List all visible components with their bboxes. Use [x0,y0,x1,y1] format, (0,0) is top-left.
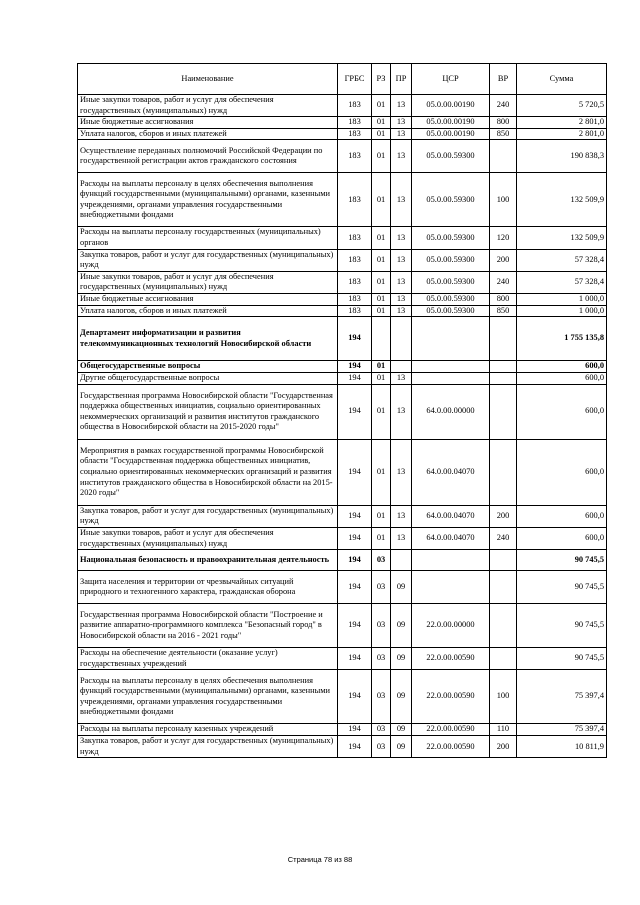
row-sum: 600,0 [517,373,607,385]
row-rz: 01 [372,439,391,505]
row-grbs: 194 [338,648,372,670]
row-csr: 64.0.00.04070 [412,505,490,527]
row-pr: 13 [391,173,412,227]
row-pr: 13 [391,227,412,249]
header-pr: ПР [391,64,412,95]
row-name: Защита населения и территории от чрезвычайных ситуаций природного и техногенного характера, гражданская оборона [78,571,338,604]
table-row [78,670,607,724]
row-rz: 01 [372,384,391,439]
row-vr [490,361,517,373]
row-vr [490,604,517,648]
row-csr: 05.0.00.00190 [412,117,490,129]
row-pr: 13 [391,95,412,117]
row-csr: 05.0.00.00190 [412,128,490,140]
row-rz: 03 [372,670,391,724]
row-grbs: 183 [338,117,372,129]
table-row [78,648,607,670]
row-rz: 01 [372,271,391,293]
row-rz: 01 [372,140,391,173]
row-name: Иные закупки товаров, работ и услуг для обеспечения государственных (муниципальных) нужд [78,95,338,117]
table-row [78,249,607,271]
row-name: Закупка товаров, работ и услуг для государственных (муниципальных) нужд [78,249,338,271]
table-row [78,604,607,648]
table-row [78,527,607,549]
row-sum: 1 755 135,8 [517,317,607,361]
row-pr: 09 [391,670,412,724]
row-pr: 13 [391,384,412,439]
row-sum: 600,0 [517,505,607,527]
row-sum: 75 397,4 [517,670,607,724]
row-sum: 10 811,9 [517,736,607,758]
table-row [78,550,607,571]
row-grbs: 194 [338,670,372,724]
row-grbs: 183 [338,305,372,317]
row-name: Расходы на выплаты персоналу в целях обеспечения выполнения функций государственными (муниципальными) органами, казенными учреждениями, органами управления государственными внебюджетными фондами [78,173,338,227]
row-name: Расходы на выплаты персоналу казенных учреждений [78,724,338,736]
row-csr: 05.0.00.00190 [412,95,490,117]
row-name: Закупка товаров, работ и услуг для государственных (муниципальных) нужд [78,505,338,527]
row-csr: 22.0.00.00000 [412,604,490,648]
row-csr [412,373,490,385]
row-pr: 13 [391,305,412,317]
row-vr: 240 [490,95,517,117]
row-vr: 120 [490,227,517,249]
table-row [78,373,607,385]
row-sum: 90 745,5 [517,550,607,571]
row-vr: 850 [490,128,517,140]
row-rz: 03 [372,604,391,648]
row-sum: 90 745,5 [517,648,607,670]
row-vr: 110 [490,724,517,736]
row-csr: 05.0.00.59300 [412,305,490,317]
row-pr: 09 [391,724,412,736]
header-name: Наименование [78,64,338,95]
row-name: Уплата налогов, сборов и иных платежей [78,305,338,317]
row-csr: 64.0.00.00000 [412,384,490,439]
row-grbs: 194 [338,361,372,373]
table-row [78,293,607,305]
row-grbs: 194 [338,317,372,361]
row-pr: 13 [391,527,412,549]
row-pr: 13 [391,128,412,140]
budget-table [77,63,607,758]
row-vr: 800 [490,293,517,305]
row-vr [490,384,517,439]
row-name: Расходы на выплаты персоналу в целях обеспечения выполнения функций государственными (муниципальными) органами, казенными учреждениями, органами управления государственными внебюджетными фондами [78,670,338,724]
row-grbs: 183 [338,249,372,271]
row-rz: 01 [372,527,391,549]
row-grbs: 194 [338,550,372,571]
header-vr: ВР [490,64,517,95]
table-row [78,571,607,604]
row-csr: 64.0.00.04070 [412,439,490,505]
row-rz: 03 [372,571,391,604]
table-row [78,317,607,361]
row-grbs: 194 [338,736,372,758]
row-name: Мероприятия в рамках государственной программы Новосибирской области "Государственная поддержка общественных инициатив, социально ориентированных некоммерческих организаций и развития институтов гражданского общества в Новосибирской области на 2015-2020 годы" [78,439,338,505]
row-csr: 05.0.00.59300 [412,293,490,305]
row-rz [372,317,391,361]
row-vr: 240 [490,527,517,549]
row-csr: 22.0.00.00590 [412,670,490,724]
row-sum: 2 801,0 [517,117,607,129]
row-grbs: 194 [338,505,372,527]
row-rz: 01 [372,505,391,527]
table-row [78,227,607,249]
row-grbs: 183 [338,128,372,140]
header-csr: ЦСР [412,64,490,95]
row-pr: 13 [391,271,412,293]
row-sum: 600,0 [517,439,607,505]
table-row [78,361,607,373]
row-pr: 13 [391,117,412,129]
row-sum: 2 801,0 [517,128,607,140]
row-vr: 200 [490,249,517,271]
row-sum: 132 509,9 [517,173,607,227]
row-pr [391,317,412,361]
row-sum: 57 328,4 [517,271,607,293]
row-rz: 01 [372,95,391,117]
table-row [78,736,607,758]
row-sum: 57 328,4 [517,249,607,271]
table-row [78,95,607,117]
row-name: Иные закупки товаров, работ и услуг для обеспечения государственных (муниципальных) нужд [78,271,338,293]
row-csr: 05.0.00.59300 [412,227,490,249]
row-rz: 01 [372,373,391,385]
row-rz: 01 [372,173,391,227]
row-pr: 13 [391,439,412,505]
row-name: Осуществление переданных полномочий Российской Федерации по государственной регистрации актов гражданского состояния [78,140,338,173]
row-grbs: 183 [338,293,372,305]
row-grbs: 183 [338,271,372,293]
row-csr: 64.0.00.04070 [412,527,490,549]
row-csr: 22.0.00.00590 [412,736,490,758]
header-row [78,64,607,95]
header-sum: Сумма [517,64,607,95]
row-grbs: 194 [338,604,372,648]
row-vr: 200 [490,505,517,527]
row-csr [412,361,490,373]
row-vr: 200 [490,736,517,758]
row-csr: 05.0.00.59300 [412,271,490,293]
row-sum: 600,0 [517,361,607,373]
row-rz: 01 [372,117,391,129]
row-sum: 1 000,0 [517,293,607,305]
row-sum: 5 720,5 [517,95,607,117]
row-name: Расходы на обеспечение деятельности (оказание услуг) государственных учреждений [78,648,338,670]
row-sum: 1 000,0 [517,305,607,317]
row-rz: 03 [372,724,391,736]
row-rz: 01 [372,361,391,373]
row-vr [490,439,517,505]
row-grbs: 183 [338,173,372,227]
row-name: Иные бюджетные ассигнования [78,293,338,305]
row-name: Национальная безопасность и правоохранительная деятельность [78,550,338,571]
row-pr: 09 [391,571,412,604]
row-vr [490,373,517,385]
row-pr: 13 [391,293,412,305]
table-row [78,724,607,736]
row-csr [412,571,490,604]
row-csr: 22.0.00.00590 [412,648,490,670]
row-sum: 600,0 [517,527,607,549]
table-row [78,305,607,317]
row-name: Иные закупки товаров, работ и услуг для обеспечения государственных (муниципальных) нужд [78,527,338,549]
row-csr: 05.0.00.59300 [412,249,490,271]
row-sum: 90 745,5 [517,571,607,604]
row-rz: 03 [372,550,391,571]
row-vr: 800 [490,117,517,129]
table-body [78,95,607,758]
row-name: Общегосударственные вопросы [78,361,338,373]
row-grbs: 183 [338,140,372,173]
row-pr: 09 [391,736,412,758]
row-pr: 13 [391,373,412,385]
row-pr: 09 [391,648,412,670]
row-vr: 100 [490,173,517,227]
row-pr: 09 [391,604,412,648]
row-csr: 05.0.00.59300 [412,173,490,227]
row-grbs: 194 [338,724,372,736]
row-name: Государственная программа Новосибирской области "Государственная поддержка общественных инициатив, социально ориентированных некоммерческих организаций и развития институтов гражданского общества в Новосибирской области на 2015-2020 годы" [78,384,338,439]
row-name: Иные бюджетные ассигнования [78,117,338,129]
row-pr [391,361,412,373]
row-vr [490,140,517,173]
header-rz: РЗ [372,64,391,95]
row-csr [412,317,490,361]
row-name: Другие общегосударственные вопросы [78,373,338,385]
row-name: Уплата налогов, сборов и иных платежей [78,128,338,140]
page-number: Страница 78 из 88 [287,855,353,864]
row-vr: 100 [490,670,517,724]
row-sum: 190 838,3 [517,140,607,173]
row-csr: 05.0.00.59300 [412,140,490,173]
row-pr: 13 [391,140,412,173]
row-grbs: 194 [338,373,372,385]
row-vr: 850 [490,305,517,317]
row-grbs: 194 [338,439,372,505]
row-rz: 01 [372,249,391,271]
row-csr [412,550,490,571]
row-rz: 01 [372,305,391,317]
row-rz: 01 [372,128,391,140]
table-row [78,505,607,527]
table-row [78,140,607,173]
row-pr [391,550,412,571]
row-grbs: 194 [338,527,372,549]
table-row [78,384,607,439]
row-rz: 01 [372,227,391,249]
row-name: Департамент информатизации и развития телекоммуникационных технологий Новосибирской области [78,317,338,361]
row-sum: 132 509,9 [517,227,607,249]
row-grbs: 194 [338,384,372,439]
row-sum: 600,0 [517,384,607,439]
row-csr: 22.0.00.00590 [412,724,490,736]
row-sum: 75 397,4 [517,724,607,736]
table-row [78,271,607,293]
table-row [78,117,607,129]
row-vr [490,317,517,361]
row-sum: 90 745,5 [517,604,607,648]
header-grbs: ГРБС [338,64,372,95]
row-name: Расходы на выплаты персоналу государственных (муниципальных) органов [78,227,338,249]
row-grbs: 183 [338,95,372,117]
row-vr: 240 [490,271,517,293]
row-grbs: 194 [338,571,372,604]
row-pr: 13 [391,249,412,271]
table-row [78,173,607,227]
table-row [78,439,607,505]
row-rz: 03 [372,736,391,758]
row-vr [490,571,517,604]
table-row [78,128,607,140]
row-rz: 03 [372,648,391,670]
row-grbs: 183 [338,227,372,249]
row-vr [490,550,517,571]
row-name: Закупка товаров, работ и услуг для государственных (муниципальных) нужд [78,736,338,758]
row-pr: 13 [391,505,412,527]
row-vr [490,648,517,670]
row-name: Государственная программа Новосибирской области "Построение и развитие аппаратно-программного комплекса "Безопасный город" в Новосибирской области на 2016 - 2021 годы" [78,604,338,648]
row-rz: 01 [372,293,391,305]
